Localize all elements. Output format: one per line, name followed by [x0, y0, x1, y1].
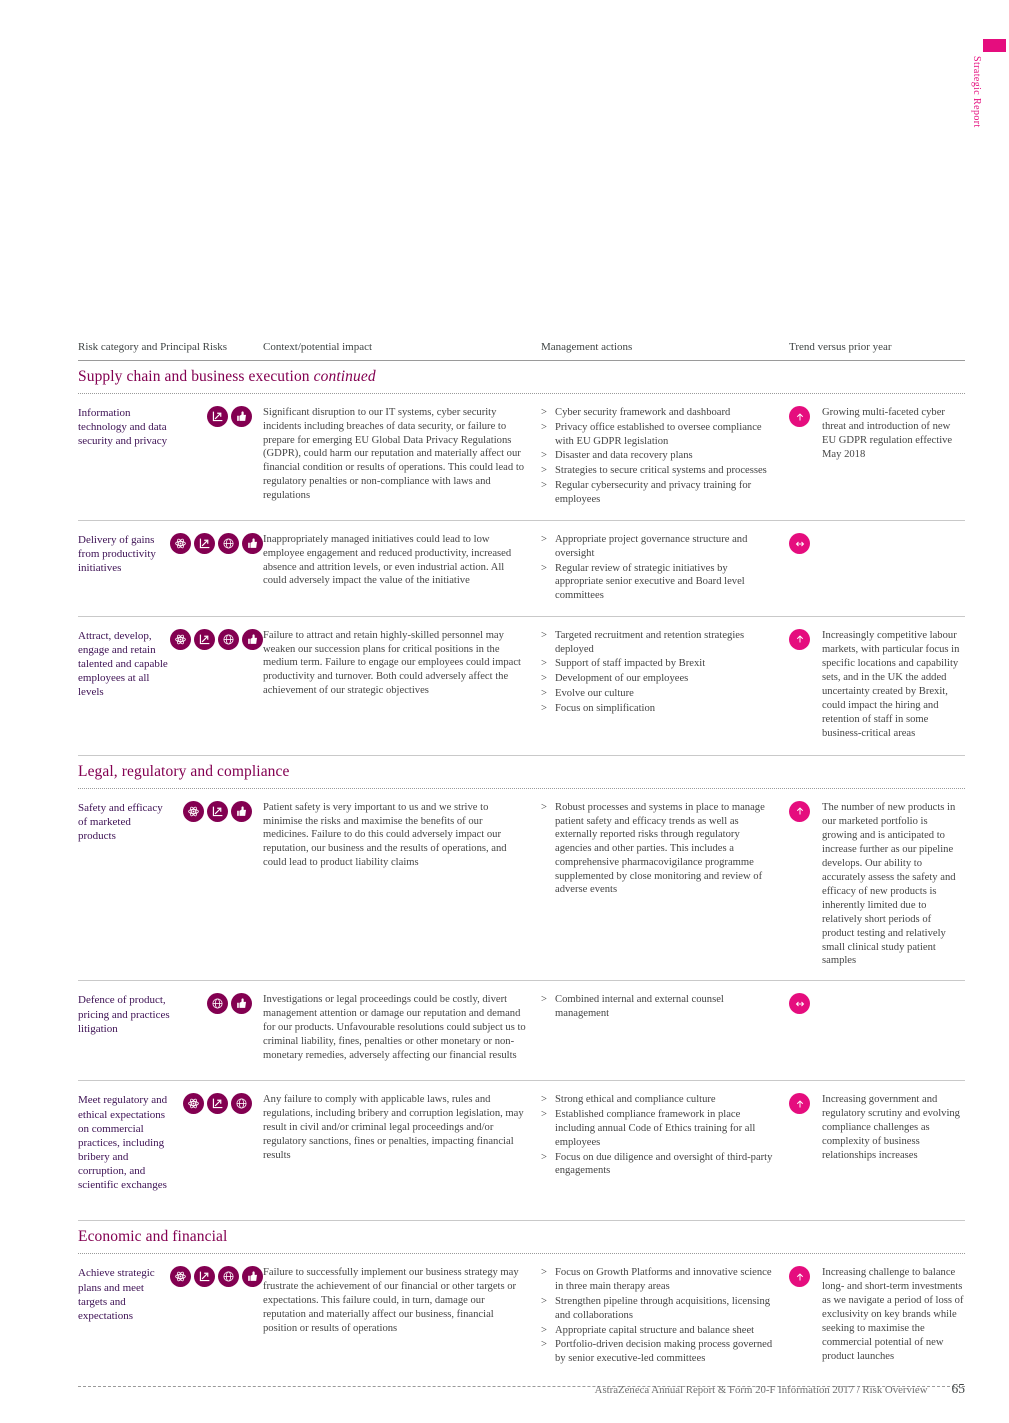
action-item: > Targeted recruitment and retention strategies deployed: [541, 629, 775, 657]
table-header-row: [78, 341, 965, 361]
action-item: > Strong ethical and compliance culture: [541, 1093, 775, 1107]
risk-row-attract-retain-employees: [78, 617, 965, 756]
risk-row-information-technology: [78, 394, 965, 521]
thumbs-up-icon: [242, 533, 263, 554]
action-item: > Robust processes and systems in place to manage patient safety and efficacy trends as well as externally reported risks through regulatory agencies and other parties. This includes a comprehensive pharmacovigilance programme supplemented by close monitoring and review of adverse events: [541, 801, 775, 897]
trend-up-icon: [789, 801, 810, 822]
risk-category-label: Meet regulatory and ethical expectations on commercial practices, including bribery and corruption, and scientific exchanges: [78, 1094, 168, 1191]
section-title-legal-regulatory: Legal, regulatory and compliance: [78, 756, 965, 789]
action-item: > Focus on Growth Platforms and innovative science in three main therapy areas: [541, 1266, 775, 1294]
management-actions-list: [541, 993, 789, 1068]
risk-category-label: Safety and efficacy of marketed products: [78, 801, 163, 842]
action-item: > Appropriate project governance structure and oversight: [541, 533, 775, 561]
risk-row-litigation-defence: [78, 981, 965, 1081]
risk-category-icons: [170, 533, 274, 554]
science-icon: [170, 629, 191, 650]
science-icon: [170, 533, 191, 554]
context-impact-text: Significant disruption to our IT systems, cyber security incidents including breaches of data security, or failure to prepare for emerging EU Global Data Privacy Regulations (GDPR), could harm our reputation and materially affect our financial condition or results of operations. This could lead to regulatory penalties or non-compliance with laws and regulations: [263, 407, 525, 501]
context-impact-text: Failure to attract and retain highly-skilled personnel may weaken our succession plans for critical positions in the medium term. Failure to engage our employees could impact productivity and turnover. Both could adversely affect the achievement of our strategic objectives: [263, 629, 522, 696]
thumbs-up-icon: [242, 629, 263, 650]
action-item: > Appropriate capital structure and balance sheet: [541, 1324, 775, 1338]
growth-chart-icon: [194, 1266, 215, 1287]
header-trend: Trend versus prior year: [789, 341, 892, 353]
trend-up-icon: [789, 1093, 810, 1114]
context-impact-text: Patient safety is very important to us and we strive to minimise the risks and maximise the benefits of our medicines. Failure to do this could adversely impact our reputation, our business and the results of operations, and could lead to product liability claims: [263, 801, 507, 868]
trend-flat-icon: [789, 993, 810, 1014]
management-actions-list: [541, 629, 789, 743]
risk-category-label: Defence of product, pricing and practices litigation: [78, 994, 170, 1035]
thumbs-up-icon: [231, 993, 252, 1014]
footer-text: AstraZeneca Annual Report & Form 20-F Information 2017 / Risk Overview: [594, 1384, 928, 1396]
management-actions-list: [541, 1093, 789, 1208]
trend-description: Increasing government and regulatory scrutiny and evolving compliance challenges as complexity of business relationships increases: [822, 1094, 960, 1162]
action-item: > Combined internal and external counsel management: [541, 993, 775, 1021]
action-item: > Strengthen pipeline through acquisitions, licensing and collaborations: [541, 1295, 775, 1323]
action-item: > Regular review of strategic initiatives by appropriate senior executive and Board level committees: [541, 562, 775, 603]
risk-category-label: Achieve strategic plans and meet targets and expectations: [78, 1267, 155, 1322]
action-item: > Regular cybersecurity and privacy training for employees: [541, 479, 775, 507]
trend-up-icon: [789, 406, 810, 427]
science-icon: [183, 1093, 204, 1114]
globe-icon: [218, 533, 239, 554]
page-number: 65: [951, 1381, 965, 1396]
risk-category-icons: [170, 1093, 263, 1114]
risk-row-regulatory-ethical-expectations: [78, 1081, 965, 1221]
action-item: > Support of staff impacted by Brexit: [541, 657, 775, 671]
globe-icon: [218, 1266, 239, 1287]
thumbs-up-icon: [231, 801, 252, 822]
action-item: > Focus on simplification: [541, 702, 775, 716]
management-actions-list: [541, 533, 789, 604]
risk-category-icons: [170, 1266, 274, 1287]
risk-category-icons: [170, 629, 274, 650]
risk-category-icons: [170, 801, 263, 822]
section-title-supply-chain: Supply chain and business execution continued: [78, 361, 965, 394]
risk-category-icons: [170, 993, 263, 1014]
section-tab-marker: [983, 39, 1006, 52]
management-actions-list: [541, 801, 789, 969]
action-item: > Evolve our culture: [541, 687, 775, 701]
risk-table: [78, 341, 965, 1387]
growth-chart-icon: [207, 1093, 228, 1114]
trend-description: The number of new products in our marketed portfolio is growing and is anticipated to increase further as our pipeline develops. Our ability to accurately assess the safety and efficacy of new products is inherently limited due to relatively short periods of product testing and relatively small clinical study patient samples: [822, 801, 956, 967]
globe-icon: [218, 629, 239, 650]
management-actions-list: [541, 1266, 789, 1374]
trend-up-icon: [789, 629, 810, 650]
action-item: > Strategies to secure critical systems and processes: [541, 464, 775, 478]
action-item: > Established compliance framework in place including annual Code of Ethics training for all employees: [541, 1108, 775, 1149]
context-impact-text: Inappropriately managed initiatives could lead to low employee engagement and reduced productivity, increased absence and attrition levels, or even industrial action. All could adversely impact the value of the initiative: [263, 534, 512, 587]
risk-category-icons: [170, 406, 263, 427]
trend-description: Growing multi-faceted cyber threat and introduction of new EU GDPR regulation effective May 2018: [822, 407, 953, 460]
trend-up-icon: [789, 1266, 810, 1287]
risk-category-label: Delivery of gains from productivity initiatives: [78, 534, 156, 575]
growth-chart-icon: [194, 533, 215, 554]
action-item: > Focus on due diligence and oversight of third-party engagements: [541, 1151, 775, 1179]
risk-row-safety-efficacy: [78, 789, 965, 982]
trend-flat-icon: [789, 533, 810, 554]
thumbs-up-icon: [242, 1266, 263, 1287]
management-actions-list: [541, 406, 789, 508]
context-impact-text: Failure to successfully implement our business strategy may frustrate the achievement of our financial or other targets or expectations. This failure could, in turn, damage our reputation and materially affect our business, financial position or results of operations: [263, 1267, 519, 1334]
risk-category-label: Attract, develop, engage and retain talented and capable employees at all levels: [78, 629, 168, 699]
section-title-economic-financial: Economic and financial: [78, 1221, 965, 1254]
growth-chart-icon: [194, 629, 215, 650]
trend-description: Increasingly competitive labour markets, with particular focus in specific locations and capability sets, and in the UK the added uncertainty created by Brexit, could impact the hiring and retention of staff in some business-critical areas: [822, 629, 960, 739]
growth-chart-icon: [207, 801, 228, 822]
action-item: > Privacy office established to oversee compliance with EU GDPR legislation: [541, 421, 775, 449]
header-management-actions: Management actions: [541, 341, 633, 353]
action-item: > Disaster and data recovery plans: [541, 449, 775, 463]
growth-chart-icon: [207, 406, 228, 427]
action-item: > Cyber security framework and dashboard: [541, 406, 775, 420]
globe-icon: [207, 993, 228, 1014]
page-footer: [595, 1381, 965, 1397]
context-impact-text: Investigations or legal proceedings could be costly, divert management attention or damage our reputation and demand for our products. Unfavourable resolutions could subject us to criminal liability, fines, penalties or other monetary or non-monetary remedies, adversely affecting our financial results: [263, 994, 526, 1061]
risk-row-strategic-plans: [78, 1254, 965, 1387]
action-item: > Portfolio-driven decision making process governed by senior executive-led committees: [541, 1338, 775, 1366]
header-risk-category: Risk category and Principal Risks: [78, 341, 228, 353]
action-item: > Development of our employees: [541, 672, 775, 686]
header-context: Context/potential impact: [263, 341, 373, 353]
risk-category-label: Information technology and data security and privacy: [78, 407, 168, 448]
globe-icon: [231, 1093, 252, 1114]
section-tab-label: Strategic Report: [971, 56, 982, 128]
science-icon: [170, 1266, 191, 1287]
section-title-suffix: continued: [313, 368, 376, 385]
risk-row-productivity-initiatives: [78, 521, 965, 617]
thumbs-up-icon: [231, 406, 252, 427]
science-icon: [183, 801, 204, 822]
trend-description: Increasing challenge to balance long- and short-term investments as we navigate a period of loss of exclusivity on key brands while seeking to maximise the commercial potential of new product launches: [822, 1267, 964, 1363]
context-impact-text: Any failure to comply with applicable laws, rules and regulations, including bribery and corruption legislation, may result in civil and/or criminal legal proceedings and/or regulatory sanctions, fines or penalties, impacting financial results: [263, 1094, 524, 1161]
